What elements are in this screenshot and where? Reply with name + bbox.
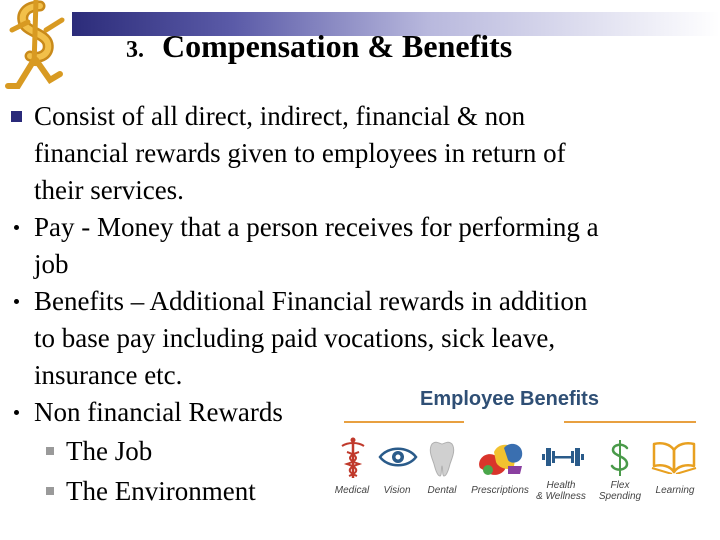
dollar-runner-logo xyxy=(0,0,78,96)
sub-bullet-text: The Job xyxy=(66,436,153,466)
caduceus-icon xyxy=(338,436,368,480)
bullet-line: Benefits – Additional Financial rewards in addition xyxy=(34,286,588,316)
pills-icon xyxy=(474,438,526,478)
slide-title-text: Compensation & Benefits xyxy=(162,28,513,64)
dollar-icon xyxy=(608,438,632,478)
benefits-rule xyxy=(344,421,696,424)
bullet-line: Pay - Money that a person receives for performing a xyxy=(34,212,599,242)
benefit-label-prescriptions: Prescriptions xyxy=(471,485,529,496)
bullet-line: job xyxy=(34,249,69,279)
benefits-title: Employee Benefits xyxy=(420,388,599,410)
tooth-icon xyxy=(428,440,456,478)
bullet-line: Consist of all direct, indirect, financial & non xyxy=(34,101,526,131)
bullet-item xyxy=(0,98,720,209)
square-bullet-icon xyxy=(6,98,26,135)
bullet-line: insurance etc. xyxy=(34,360,183,390)
eye-icon xyxy=(378,444,418,470)
employee-benefits-graphic xyxy=(328,388,720,508)
benefit-label-dental: Dental xyxy=(427,485,457,496)
bullet-line: financial rewards given to employees in return of xyxy=(34,138,566,168)
dot-bullet-icon xyxy=(6,209,26,246)
benefit-label-medical: Medical xyxy=(334,485,370,496)
bullet-item xyxy=(0,283,720,394)
bullet-line: their services. xyxy=(34,175,184,205)
benefit-label-text: Flex Spending xyxy=(598,480,642,502)
dumbbell-icon xyxy=(542,446,584,468)
book-icon xyxy=(650,440,698,474)
benefit-label-text: Health & Wellness xyxy=(536,480,586,502)
dot-bullet-icon xyxy=(6,283,26,320)
bullet-item xyxy=(0,209,720,283)
bullet-line: to base pay including paid vocations, sick leave, xyxy=(34,323,556,353)
sub-bullet-icon xyxy=(46,431,54,471)
sub-bullet-text: The Environment xyxy=(66,476,256,506)
benefit-label-flex-spending xyxy=(594,480,646,502)
bullet-line: Non financial Rewards xyxy=(34,397,283,427)
sub-bullet-icon xyxy=(46,471,54,511)
benefit-label-learning: Learning xyxy=(655,485,695,496)
benefit-label-health-wellness xyxy=(534,480,588,502)
slide-title xyxy=(126,28,512,78)
dot-bullet-icon xyxy=(6,394,26,431)
benefit-label-vision: Vision xyxy=(383,485,411,496)
slide-number: 3. xyxy=(126,37,144,63)
